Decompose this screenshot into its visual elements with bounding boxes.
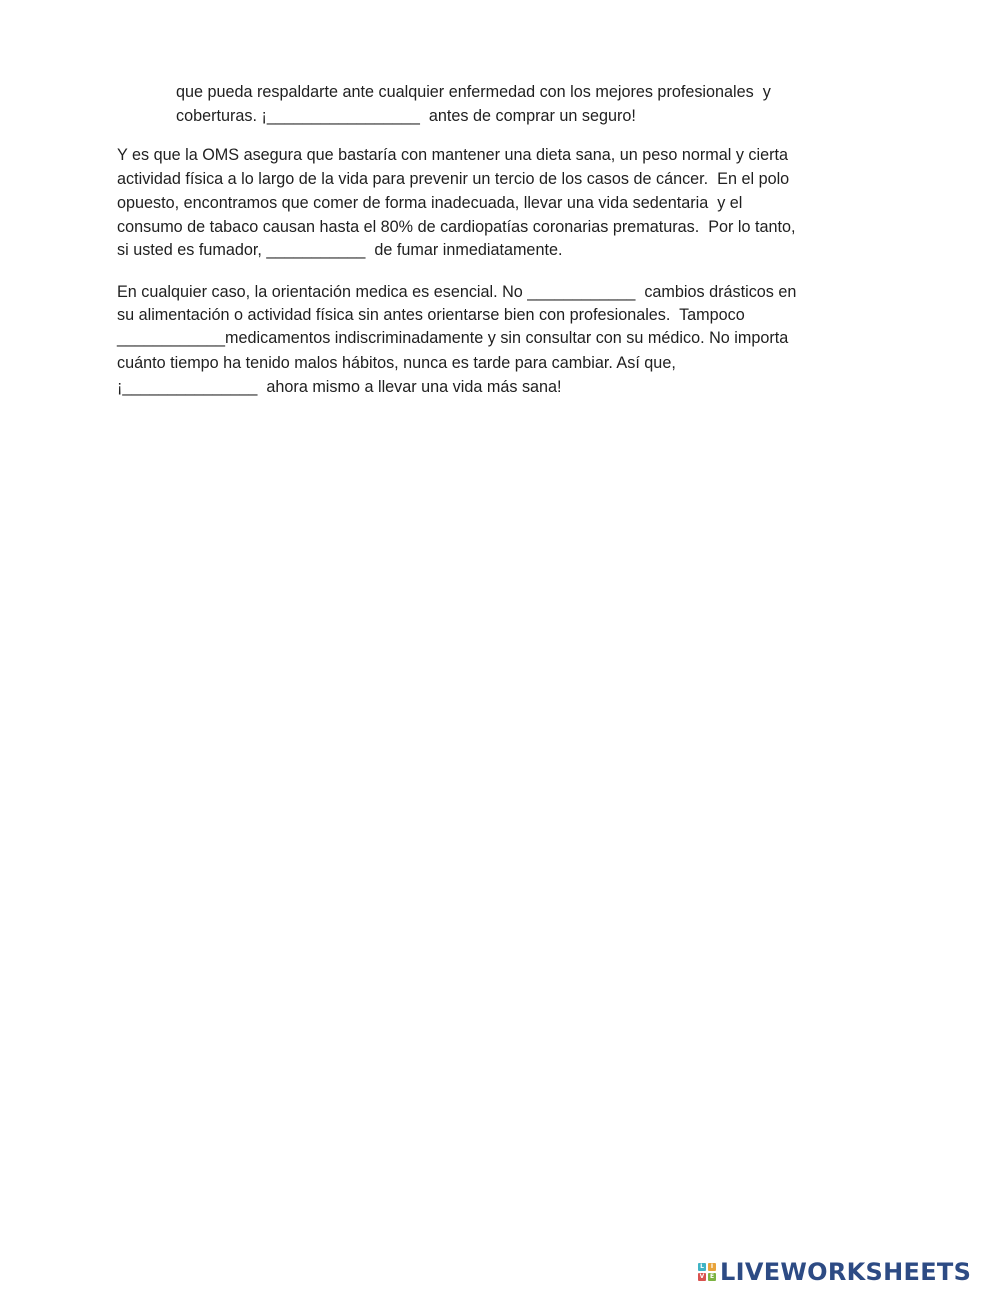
text-line: ¡_______________ ahora mismo a llevar una vida más sana! [117,378,562,396]
logo-mark-tile: E [709,1273,715,1280]
text-line: si usted es fumador, ___________ de fumar inmediatamente. [117,241,563,259]
logo-mark-tile: I [708,1263,716,1271]
text-line: En cualquier caso, la orientación medica es esencial. No ____________ cambios drásticos en [117,283,797,301]
text-line: Y es que la OMS asegura que bastaría con mantener una dieta sana, un peso normal y cierta [117,146,788,164]
text-line: actividad física a lo largo de la vida para prevenir un tercio de los casos de cáncer. En el polo [117,170,790,188]
text-line: que pueda respaldarte ante cualquier enfermedad con los mejores profesionales y [176,83,771,101]
logo-mark-icon [698,1263,716,1281]
text-line: su alimentación o actividad física sin antes orientarse bien con profesionales. Tampoco [117,306,745,324]
text-line: coberturas. ¡_________________ antes de comprar un seguro! [176,107,636,125]
logo-mark-tile: L [698,1263,706,1271]
liveworksheets-logo [698,1256,971,1288]
logo-mark-tile: V [699,1273,705,1280]
text-line: opuesto, encontramos que comer de forma inadecuada, llevar una vida sedentaria y el [117,194,743,212]
text-line: consumo de tabaco causan hasta el 80% de cardiopatías coronarias prematuras. Por lo tanto, [117,218,796,236]
text-line: cuánto tiempo ha tenido malos hábitos, nunca es tarde para cambiar. Así que, [117,354,676,372]
text-line: ____________medicamentos indiscriminadamente y sin consultar con su médico. No importa [117,329,789,347]
logo-text: LIVEWORKSHEETS [720,1258,972,1286]
